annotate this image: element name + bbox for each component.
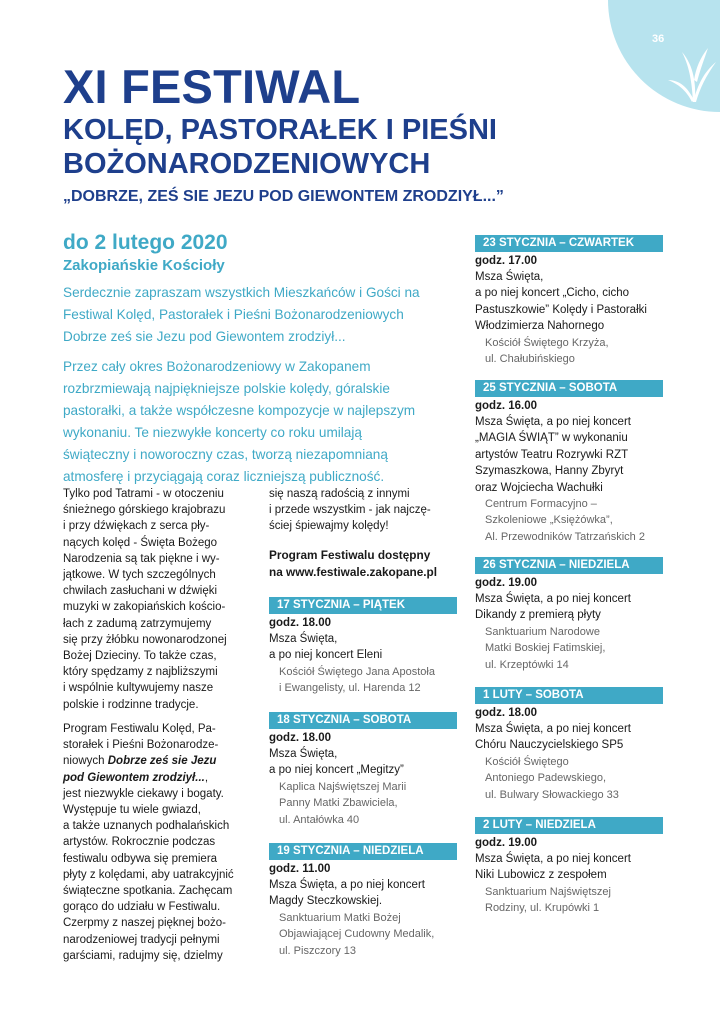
event-feb-1 [475,687,663,803]
event-description: Msza Święta, a po niej koncert „MAGIA ŚWIĄT” w wykonaniu artystów Teatru Rozrywki RZT Szymaszkowa, Hanny Zbyryt oraz Wojciecha Wachułki [475,416,631,494]
event-description: Msza Święta, a po niej koncert Eleni [269,633,383,662]
event-description: Msza Święta, a po niej koncert „Megitzy” [269,748,404,777]
event-time: godz. 18.00 [269,732,331,744]
event-time: godz. 19.00 [475,837,537,849]
event-date-header: 18 STYCZNIA – SOBOTA [269,712,457,729]
program-info: Program Festiwalu dostępny na www.festiwale.zakopane.pl [269,548,438,579]
event-location: Kaplica Najświętszej Marii Panny Matki Zbawiciela, ul. Antałówka 40 [279,780,407,826]
event-date-header: 19 STYCZNIA – NIEDZIELA [269,843,457,860]
event-jan-19 [269,843,457,959]
body-paragraph-2: Program Festiwalu Kolęd, Pa- storałek i Pieśni Bożonarodze- niowych Dobrze ześ sie Jezu pod Giewontem zrodziył..., jest niezwykle ciekawy i bogaty. Występuje tu wiele gwiazd, a także uznanych podhalańskich artystów. Rokrocznie podczas festiwalu odbywa się premiera płyty z kolędami, aby uatrakcyjnić świąteczne spotkania. Zachęcam gorąco do udziału w Festiwalu. Czerpmy z naszej pięknej bożo- narodzeniowej tradycji pełnymi garściami, radujmy się, dzielmy [63,723,234,962]
event-time: godz. 16.00 [475,400,537,412]
event-location: Kościół Świętego Krzyża, ul. Chałubińskiego [485,336,609,366]
festival-date: do 2 lutego 2020 [63,231,228,254]
event-time: godz. 18.00 [475,707,537,719]
event-feb-2 [475,817,663,917]
page-number: 36 [652,33,665,45]
event-date-header: 26 STYCZNIA – NIEDZIELA [475,557,663,574]
event-time: godz. 18.00 [269,617,331,629]
festival-place: Zakopiańskie Kościoły [63,257,225,274]
event-location: Sanktuarium Narodowe Matki Boskiej Fatimskiej, ul. Krzeptówki 14 [485,625,606,671]
event-jan-18 [269,712,457,828]
plant-leaves-icon [668,40,718,104]
body-paragraph-1: Tylko pod Tatrami - w otoczeniu śnieżnego górskiego krajobrazu i przy dźwiękach z serca pły- nących kolęd - Święta Bożego Narodzenia są tak piękne i wy- jątkowe. W tych szczególnych chwilach zasłuchani w dźwięki muzyki w zakopiańskich kościo- łach z zadumą zatrzymujemy się przy żłóbku nowonarodzonej Bożej Dzieciny. To także czas, który spędzamy z najbliższymi i wspólnie kultywujemy nasze polskie i rodzinne tradycje. [63,488,227,711]
festival-quote: „DOBRZE, ZEŚ SIE JEZU POD GIEWONTEM ZRODZIYŁ...” [63,188,504,205]
event-jan-26 [475,557,663,673]
event-location: Sanktuarium Najświętszej Rodziny, ul. Krupówki 1 [485,885,611,915]
intro-paragraph-2: Przez cały okres Bożonarodzeniowy w Zakopanem rozbrzmiewają najpiękniejsze polskie kolędy, góralskie pastorałki, a także współczesne kompozycje w najlepszym wykonaniu. Te niezwykłe koncerty co roku umilają świąteczny i noworoczny czas, tworzą niezapomnianą atmosferę i przyciągają coraz liczniejszą publiczność. [63,359,416,484]
event-jan-23 [475,235,663,367]
event-location: Kościół Świętego Antoniego Padewskiego, ul. Bulwary Słowackiego 33 [485,755,619,801]
event-time: godz. 19.00 [475,577,537,589]
event-jan-25 [475,380,663,545]
event-time: godz. 11.00 [269,863,331,875]
event-jan-17 [269,597,457,697]
body-paragraph-continuation: się naszą radością z innymi i przede wszystkim - jak najczę- ściej śpiewajmy kolędy! [269,488,431,533]
festival-title: XI FESTIWAL [63,60,361,113]
event-date-header: 17 STYCZNIA – PIĄTEK [269,597,457,614]
event-date-header: 1 LUTY – SOBOTA [475,687,663,704]
event-description: Msza Święta, a po niej koncert „Cicho, cicho Pastuszkowie” Kolędy i Pastorałki Włodzimierza Nahornego [475,271,647,333]
event-date-header: 23 STYCZNIA – CZWARTEK [475,235,663,252]
event-location: Kościół Świętego Jana Apostoła i Ewangelisty, ul. Harenda 12 [279,665,435,695]
event-location: Sanktuarium Matki Bożej Objawiającej Cudowny Medalik, ul. Piszczory 13 [279,911,435,957]
event-description: Msza Święta, a po niej koncert Niki Lubowicz z zespołem [475,853,631,882]
festival-subtitle: KOLĘD, PASTORAŁEK I PIEŚNI BOŻONARODZENIOWYCH [63,114,497,180]
event-date-header: 2 LUTY – NIEDZIELA [475,817,663,834]
intro-paragraph-1: Serdecznie zapraszam wszystkich Mieszkańców i Gości na Festiwal Kolęd, Pastorałek i Pieśni Bożonarodzeniowych Dobrze ześ sie Jezu pod Giewontem zrodziył... [63,285,420,344]
event-date-header: 25 STYCZNIA – SOBOTA [475,380,663,397]
event-time: godz. 17.00 [475,255,537,267]
event-description: Msza Święta, a po niej koncert Chóru Nauczycielskiego SP5 [475,723,631,752]
event-description: Msza Święta, a po niej koncert Magdy Steczkowskiej. [269,879,425,908]
event-location: Centrum Formacyjno – Szkoleniowe „Księżówka”, Al. Przewodników Tatrzańskich 2 [485,498,645,543]
event-description: Msza Święta, a po niej koncert Dikandy z premierą płyty [475,593,631,622]
